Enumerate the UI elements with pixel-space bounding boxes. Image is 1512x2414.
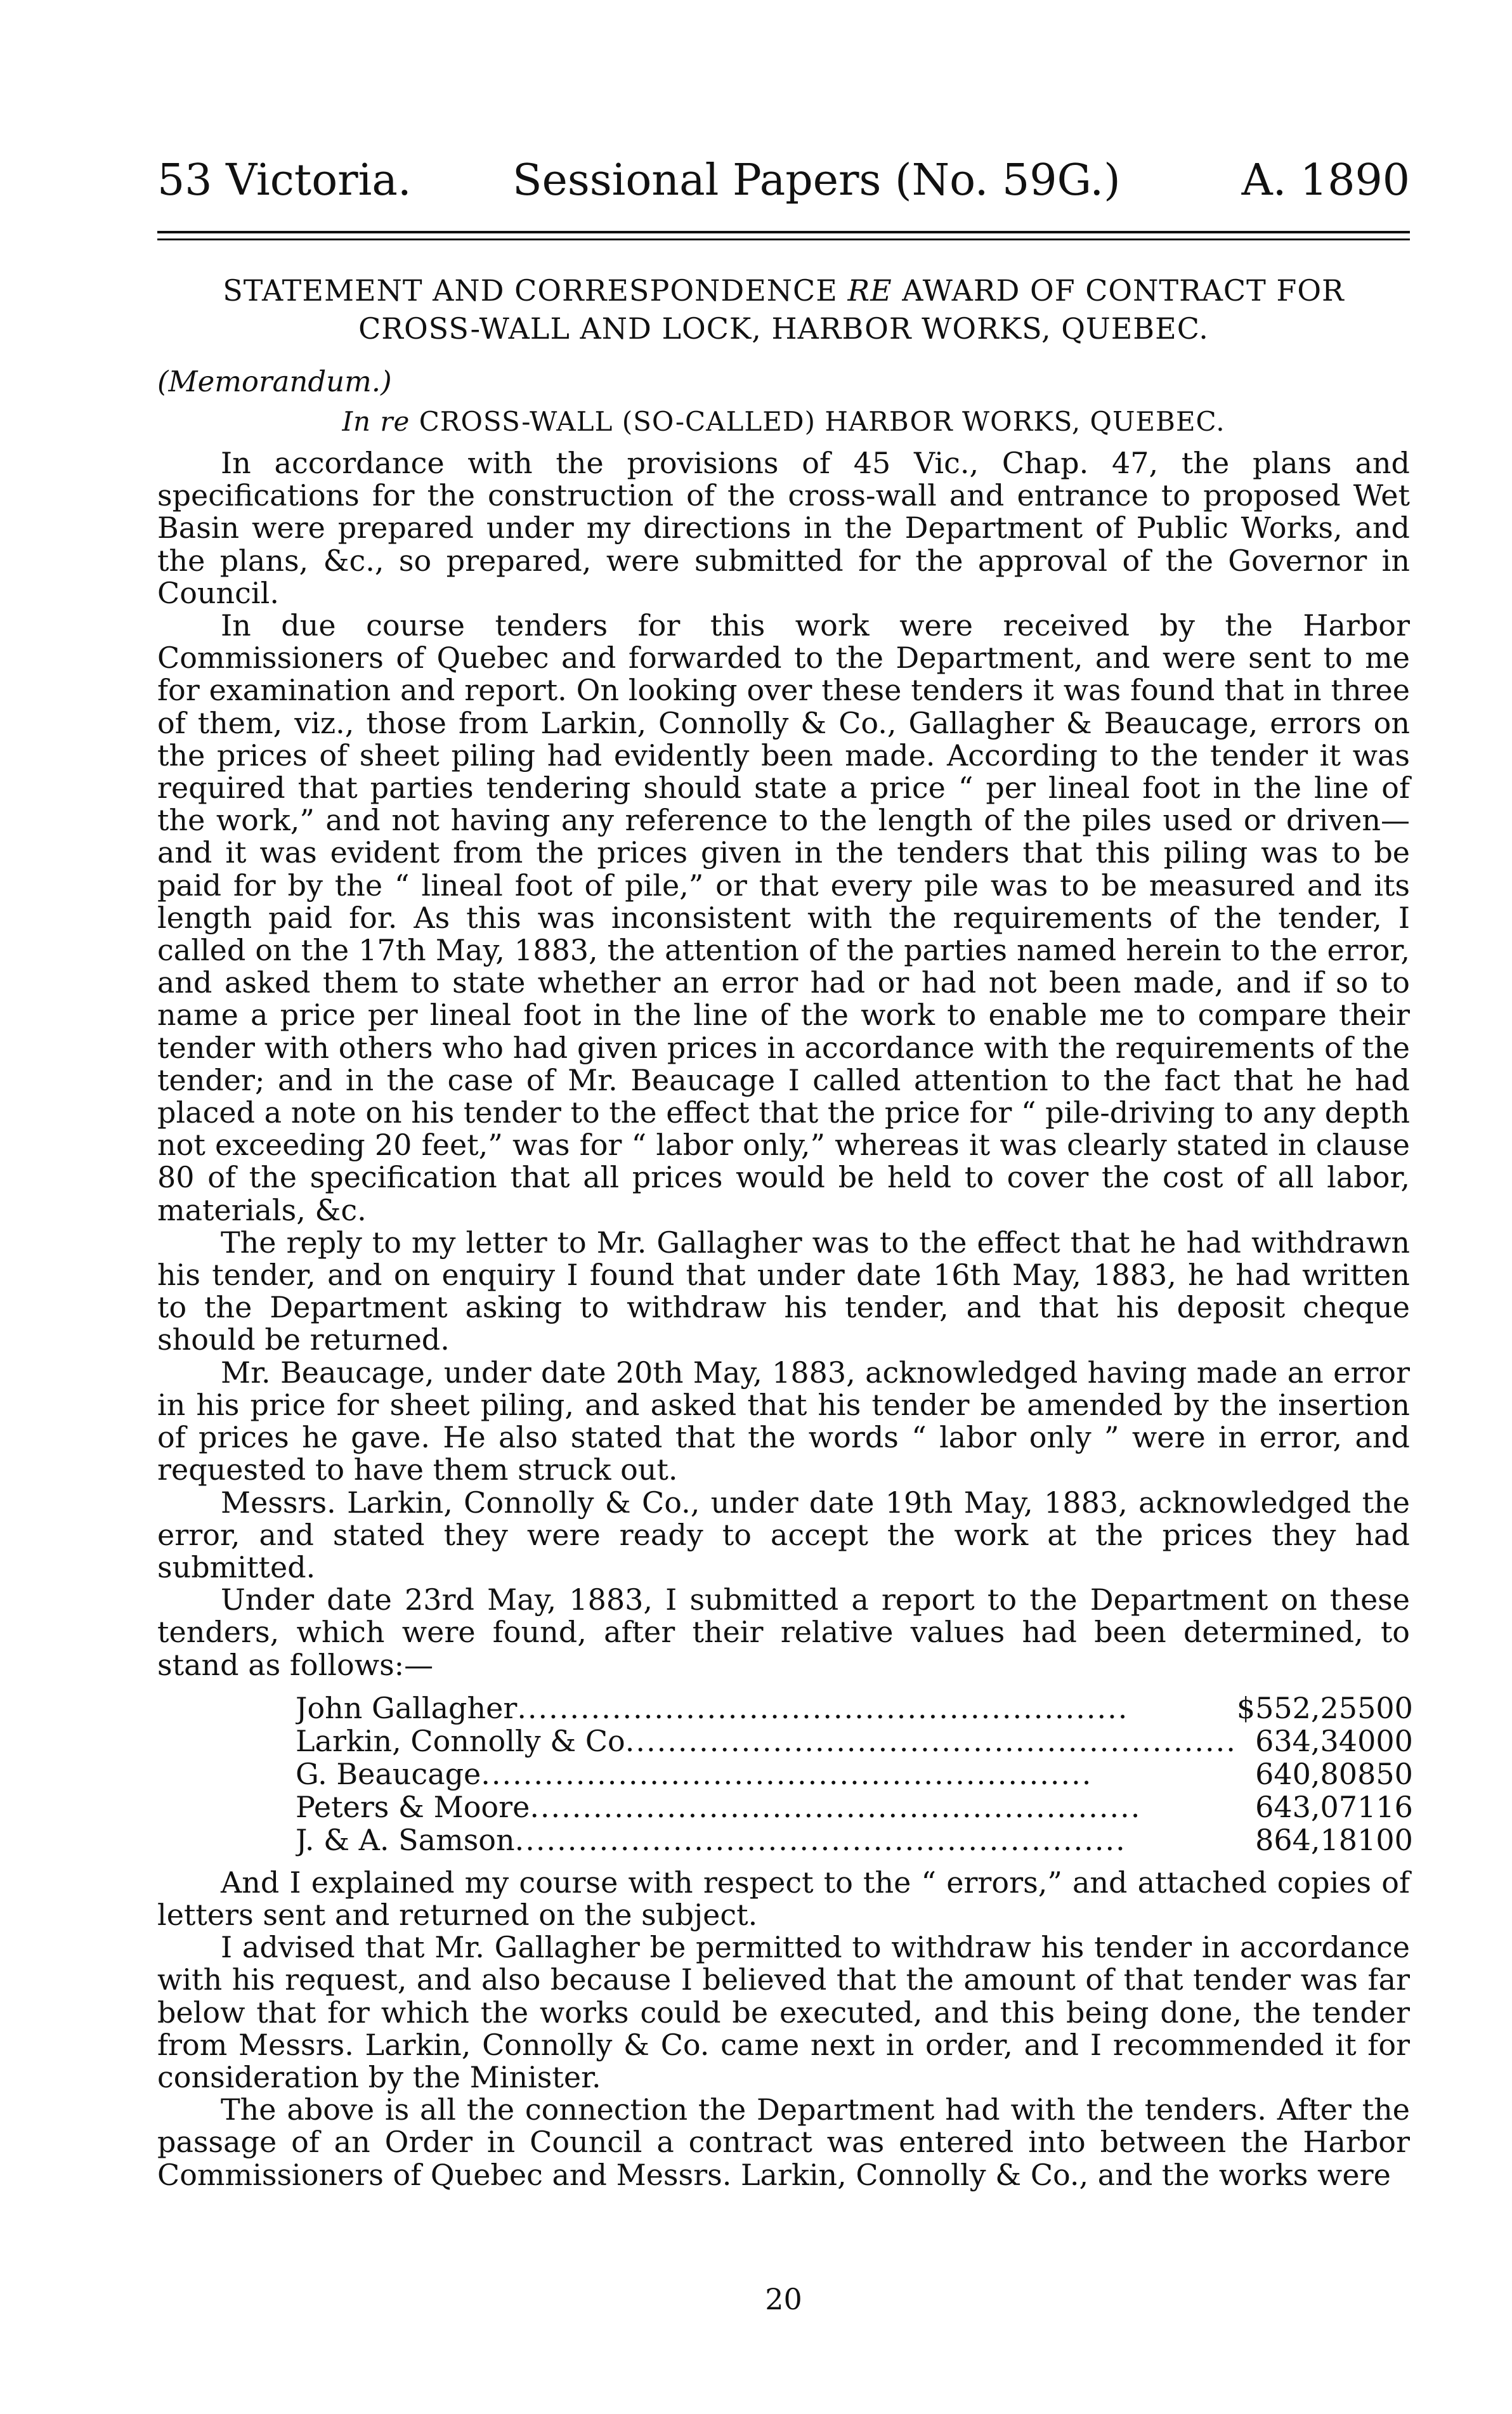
tender-cents: 50 xyxy=(1376,1756,1413,1791)
tender-amount: 864,181 xyxy=(1255,1822,1376,1857)
memo-body xyxy=(157,446,1413,2192)
page-number: 20 xyxy=(765,2282,802,2316)
tender-amount: 643,071 xyxy=(1255,1789,1376,1824)
header-session: 53 Victoria. xyxy=(157,155,412,206)
table-row xyxy=(296,1791,1413,1824)
paragraph: In accordance with the provisions of 45 Vic., Chap. 47, the plans and specifications for the construction of the cross-wall and entrance to proposed Wet Basin were prepared under my directions in the Department of Public Works, and the plans, &c., so prepared, were submitted for the approval of the Governor in Council. xyxy=(157,446,1410,610)
leader-dots: .......................................................... xyxy=(625,1724,1237,1758)
title-line-1 xyxy=(157,271,1410,310)
paragraph: Messrs. Larkin, Connolly & Co., under date 19th May, 1883, acknowledged the error, and stated they were ready to accept the work at the prices they had submitted. xyxy=(157,1485,1410,1584)
tender-table xyxy=(296,1692,1413,1856)
title-line-1-pre: STATEMENT AND CORRESPONDENCE xyxy=(223,273,848,308)
leader-dots: .......................................................... xyxy=(481,1757,1093,1791)
tender-cents: 00 xyxy=(1376,1822,1413,1857)
leader-dots: .......................................................... xyxy=(517,1691,1129,1725)
tender-cents: 00 xyxy=(1376,1723,1413,1758)
table-row xyxy=(296,1758,1413,1791)
paragraph: And I explained my course with respect to the “ errors,” and attached copies of letters sent and returned on the subject. xyxy=(157,1865,1410,1932)
tender-name: Peters & Moore xyxy=(296,1790,530,1824)
header-sessional-papers: Sessional Papers (No. 59G.) xyxy=(512,155,1121,206)
title-re: RE xyxy=(847,273,892,308)
memo-subject xyxy=(157,406,1410,437)
leader-dots: .......................................................... xyxy=(514,1823,1126,1856)
table-row xyxy=(296,1824,1413,1856)
header-rule-thin xyxy=(157,238,1410,240)
paragraph: The above is all the connection the Department had with the tenders. After the passage of an Order in Council a contract was entered into between the Harbor Commissioners of Quebec and Messrs. Larkin, Connolly & Co., and the works were xyxy=(157,2092,1410,2192)
tender-cents: 16 xyxy=(1376,1789,1413,1824)
title-line-1-post: AWARD OF CONTRACT FOR xyxy=(892,273,1345,308)
header-year: A. 1890 xyxy=(1241,155,1410,206)
memorandum-label: (Memorandum.) xyxy=(157,365,392,398)
leader-dots: .......................................................... xyxy=(530,1790,1142,1824)
running-header xyxy=(157,155,1410,212)
tender-name: J. & A. Samson xyxy=(296,1823,515,1856)
tender-cents: 00 xyxy=(1376,1690,1413,1725)
paragraph: In due course tenders for this work were received by the Harbor Commissioners of Quebec and forwarded to the Department, and were sent to me for examination and report. On looking over these tenders it was found that in three of them, viz., those from Larkin, Connolly & Co., Gallagher & Beaucage, errors on the prices of sheet piling had evidently been made. According to the tender it was required that parties tendering should state a price “ per lineal foot in the line of the work,” and not having any reference to the length of the piles used or driven—and it was evident from the prices given in the tenders that this piling was to be paid for by the “ lineal foot of pile,” or that every pile was to be measured and its length paid for. As this was inconsistent with the requirements of the tender, I called on the 17th May, 1883, the attention of the parties named herein to the error, and asked them to state whether an error had or had not been made, and if so to name a price per lineal foot in the line of the work to enable me to compare their tender with others who had given prices in accordance with the requirements of the tender; and in the case of Mr. Beaucage I called attention to the fact that he had placed a note on his tender to the effect that the price for “ pile-driving to any depth not exceeding 20 feet,” was for “ labor only,” whereas it was clearly stated in clause 80 of the specification that all prices would be held to cover the cost of all labor, materials, &c. xyxy=(157,608,1410,1227)
tender-amount: $552,255 xyxy=(1236,1690,1376,1725)
table-row xyxy=(296,1692,1413,1725)
tender-amount: 640,808 xyxy=(1255,1756,1376,1791)
title-line-2: CROSS-WALL AND LOCK, HARBOR WORKS, QUEBEC. xyxy=(358,311,1209,346)
tender-name: G. Beaucage xyxy=(296,1757,481,1791)
paragraph: The reply to my letter to Mr. Gallagher was to the effect that he had withdrawn his tender, and on enquiry I found that under date 16th May, 1883, he had written to the Department asking to withdraw his tender, and that his deposit cheque should be returned. xyxy=(157,1225,1410,1357)
tender-name: John Gallagher xyxy=(296,1691,518,1725)
table-row xyxy=(296,1725,1413,1758)
tender-name: Larkin, Connolly & Co xyxy=(296,1724,625,1758)
memo-subject-text: CROSS-WALL (SO-CALLED) HARBOR WORKS, QUEBEC. xyxy=(410,406,1225,437)
paragraph: Mr. Beaucage, under date 20th May, 1883, acknowledged having made an error in his price for sheet piling, and asked that his tender be amended by the insertion of prices he gave. He also stated that the words “ labor only ” were in error, and requested to have them struck out. xyxy=(157,1355,1410,1487)
tender-amount: 634,340 xyxy=(1255,1723,1376,1758)
paragraph: Under date 23rd May, 1883, I submitted a report to the Department on these tenders, which were found, after their relative values had been determined, to stand as follows:— xyxy=(157,1582,1410,1682)
document-title xyxy=(157,271,1410,348)
in-re-label: In re xyxy=(342,406,410,437)
header-rule-thick xyxy=(157,231,1410,233)
paragraph: I advised that Mr. Gallagher be permitted to withdraw his tender in accordance with his request, and also because I believed that the amount of that tender was far below that for which the works could be executed, and this being done, the tender from Messrs. Larkin, Connolly & Co. came next in order, and I recommended it for consideration by the Minister. xyxy=(157,1930,1410,2094)
